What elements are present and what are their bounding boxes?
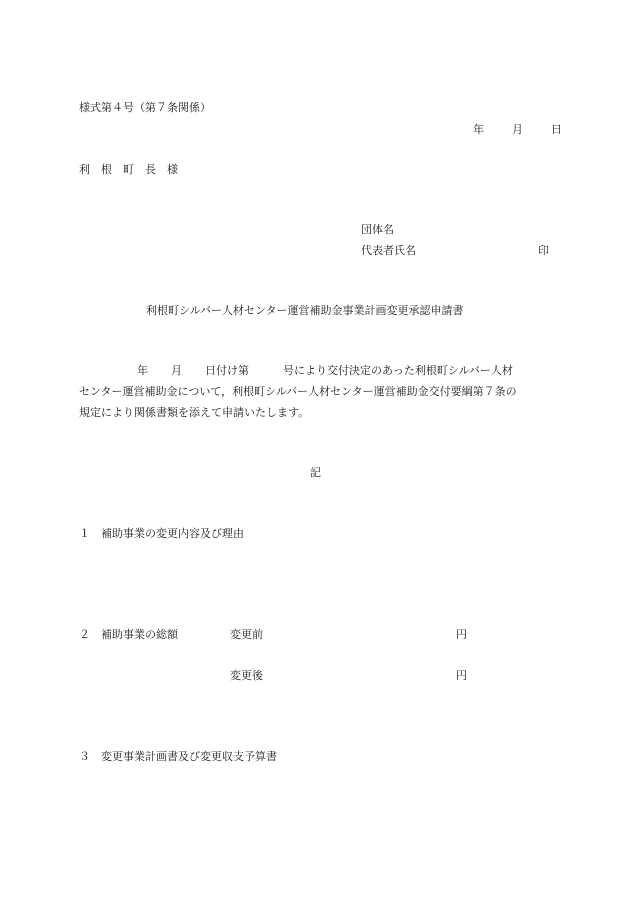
item-2 (79, 628, 178, 642)
total-before-label: 変更前 (230, 628, 263, 641)
item-label: 補助事業の変更内容及び理由 (101, 527, 244, 540)
addressee-char: 利 (79, 163, 90, 176)
body-line-1 (79, 364, 513, 378)
body-year: 年 (137, 364, 148, 377)
item-label: 補助事業の総額 (101, 628, 178, 641)
body-line-3: 規定により関係書類を添えて申請いたします。 (79, 406, 310, 419)
item-number: ２ (79, 628, 90, 641)
total-before-unit: 円 (456, 628, 467, 641)
body-date-no: 日付け第 (205, 364, 249, 377)
document-title: 利根町シルバー人材センター運営補助金事業計画変更承認申請書 (146, 304, 464, 317)
date-year: 年 (473, 123, 484, 136)
addressee-char: 様 (167, 163, 178, 176)
date-month: 月 (512, 123, 523, 136)
addressee-char: 町 (123, 163, 134, 176)
body-month: 月 (171, 364, 182, 377)
item-number: １ (79, 527, 90, 540)
group-name-label: 団体名 (361, 223, 394, 236)
form-label: 様式第４号（第７条関係） (79, 101, 211, 114)
addressee (79, 163, 178, 177)
item-1 (79, 527, 244, 541)
body-rest: 号により交付決定のあった利根町シルバー人材 (283, 364, 513, 377)
date-day: 日 (551, 123, 562, 136)
item-3 (79, 750, 277, 764)
date-line (473, 123, 562, 137)
item-number: ３ (79, 750, 90, 763)
addressee-char: 根 (101, 163, 112, 176)
seal-mark: 印 (538, 244, 549, 257)
total-after-label: 変更後 (230, 669, 263, 682)
addressee-char: 長 (145, 163, 156, 176)
body-line-2: センター運営補助金について，利根町シルバー人材センター運営補助金交付要綱第７条の (79, 385, 517, 398)
representative-label: 代表者氏名 (361, 244, 416, 257)
ki-heading: 記 (310, 466, 321, 479)
item-label: 変更事業計画書及び変更収支予算書 (101, 750, 277, 763)
total-after-unit: 円 (456, 669, 467, 682)
